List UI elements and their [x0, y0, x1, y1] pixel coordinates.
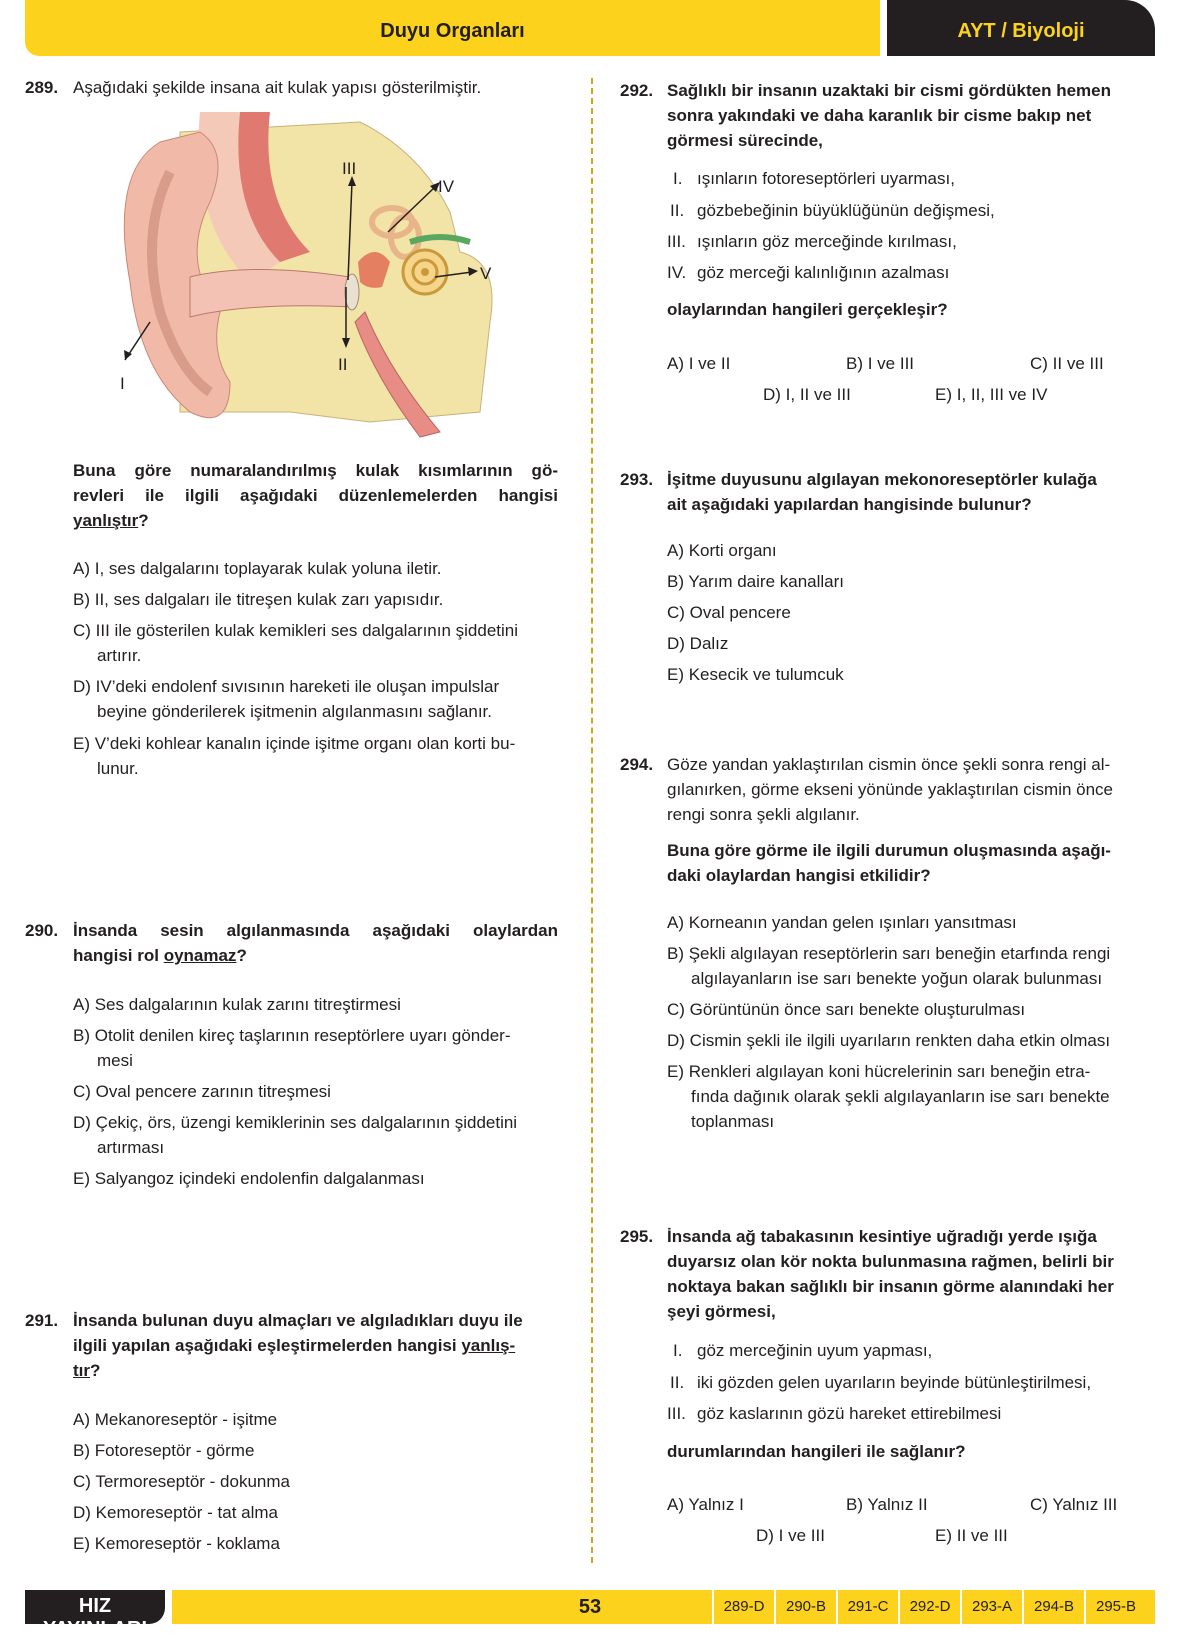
- q290-option-d[interactable]: D) Çekiç, örs, üzengi kemiklerinin ses dalgalarının şiddetini artırması: [73, 1113, 518, 1157]
- q294-stem-line2: daki olaylardan hangisi etkilidir?: [667, 866, 931, 885]
- q292-stem-line3: görmesi sürecinde,: [667, 131, 823, 150]
- q295-item-3-num: III.: [667, 1404, 686, 1423]
- question-number-289: 289.: [25, 78, 59, 97]
- answer-289: 289-D: [712, 1590, 774, 1624]
- answer-key: [712, 1590, 1146, 1624]
- q295-item-3-text: göz kaslarının gözü hareket ettirebilmesi: [697, 1404, 1002, 1423]
- question-number-291: 291.: [25, 1311, 59, 1330]
- q294-stem-line1: Buna göre görme ile ilgili durumun oluşmasında aşağı-: [667, 841, 1111, 860]
- q291-stem-line2: ilgili yapılan aşağıdaki eşleştirmelerden hangisi yanlış-: [73, 1336, 516, 1355]
- q291-option-c[interactable]: C) Termoreseptör - dokunma: [73, 1472, 290, 1491]
- q291-stem-line1: İnsanda bulunan duyu almaçları ve algıladıkları duyu ile: [73, 1311, 523, 1330]
- q292-question: olaylarından hangileri gerçekleşir?: [667, 300, 948, 319]
- q295-item-1-num: I.: [673, 1341, 683, 1360]
- q295-option-a[interactable]: A) Yalnız I: [667, 1495, 744, 1514]
- answer-291: 291-C: [836, 1590, 898, 1624]
- q292-item-2-num: II.: [670, 201, 685, 220]
- question-number-294: 294.: [620, 755, 654, 774]
- q295-option-d[interactable]: D) I ve III: [756, 1526, 825, 1545]
- label-III: III: [342, 159, 357, 178]
- q289-intro: Aşağıdaki şekilde insana ait kulak yapısı gösterilmiştir.: [73, 78, 482, 97]
- q294-option-b[interactable]: B) Şekli algılayan reseptörlerin sarı beneğin etarfında rengi algılayanların ise sarı benekte yoğun olarak bulunması: [667, 944, 1111, 988]
- q292-option-a[interactable]: A) I ve II: [667, 354, 731, 373]
- q294-intro-line3: rengi sonra şekli algılanır.: [667, 805, 860, 824]
- q292-item-3-num: III.: [667, 232, 686, 251]
- answer-295: 295-B: [1084, 1590, 1146, 1624]
- subject-title: AYT / Biyoloji: [957, 20, 1085, 42]
- q289-option-e[interactable]: E) V’deki kohlear kanalın içinde işitme organı olan korti bu- lunur.: [73, 734, 516, 778]
- q295-question: durumlarından hangileri ile sağlanır?: [667, 1442, 966, 1461]
- q293-stem-line1: İşitme duyusunu algılayan mekonoreseptörler kulağa: [667, 470, 1097, 489]
- q290-option-b[interactable]: B) Otolit denilen kireç taşlarının reseptörlere uyarı gönder- mesi: [73, 1026, 511, 1070]
- publisher-name: HIZ YAYINLARI: [42, 1595, 148, 1640]
- q292-stem-line1: Sağlıklı bir insanın uzaktaki bir cismi gördükten hemen: [667, 81, 1112, 100]
- q291-option-e[interactable]: E) Kemoreseptör - koklama: [73, 1534, 280, 1553]
- q293-stem-line2: ait aşağıdaki yapılardan hangisinde bulunur?: [667, 495, 1032, 514]
- q289-stem-line1: Buna göre numaralandırılmış kulak kısımlarının gö-: [73, 461, 558, 480]
- q290-option-e[interactable]: E) Salyangoz içindeki endolenfin dalgalanması: [73, 1169, 425, 1188]
- answer-294: 294-B: [1022, 1590, 1084, 1624]
- label-II: II: [338, 355, 348, 374]
- q293-option-d[interactable]: D) Dalız: [667, 634, 729, 653]
- q291-option-a[interactable]: A) Mekanoreseptör - işitme: [73, 1410, 278, 1429]
- label-IV: IV: [438, 177, 455, 196]
- question-number-290: 290.: [25, 921, 59, 940]
- q295-stem-line4: şeyi görmesi,: [667, 1302, 776, 1321]
- q295-option-e[interactable]: E) II ve III: [935, 1526, 1008, 1545]
- answer-292: 292-D: [898, 1590, 960, 1624]
- q292-item-4-text: göz merceği kalınlığının azalması: [697, 263, 950, 282]
- q292-item-1-num: I.: [673, 169, 683, 188]
- q290-option-a[interactable]: A) Ses dalgalarının kulak zarını titreştirmesi: [73, 995, 401, 1014]
- q294-option-c[interactable]: C) Görüntünün önce sarı benekte oluşturulması: [667, 1000, 1026, 1019]
- question-number-293: 293.: [620, 470, 654, 489]
- q295-item-2-text: iki gözden gelen uyarıların beyinde bütünleştirilmesi,: [697, 1373, 1092, 1392]
- answer-290: 290-B: [774, 1590, 836, 1624]
- q294-option-a[interactable]: A) Korneanın yandan gelen ışınları yansıtması: [667, 913, 1017, 932]
- q291-stem-line3: tır?: [73, 1361, 101, 1380]
- ear-anatomy-figure: [120, 112, 520, 442]
- label-V: V: [480, 264, 492, 283]
- q295-stem-line1: İnsanda ağ tabakasının kesintiye uğradığı yerde ışığa: [667, 1227, 1097, 1246]
- q294-option-e[interactable]: E) Renkleri algılayan koni hücrelerinin sarı beneğin etra- fında dağınık olarak şekli algılayanların ise sarı benekte toplanması: [667, 1062, 1110, 1131]
- label-I: I: [120, 374, 125, 393]
- q291-option-d[interactable]: D) Kemoreseptör - tat alma: [73, 1503, 279, 1522]
- q290-stem-line1: İnsanda sesin algılanmasında aşağıdaki olaylardan: [73, 921, 558, 940]
- chapter-title: Duyu Organları: [380, 20, 525, 42]
- q289-option-a[interactable]: A) I, ses dalgalarını toplayarak kulak yoluna iletir.: [73, 559, 442, 578]
- q295-stem-line3: noktaya bakan sağlıklı bir insanın görme alanındaki her: [667, 1277, 1114, 1296]
- q295-option-b[interactable]: B) Yalnız II: [846, 1495, 928, 1514]
- page-number: 53: [578, 1596, 602, 1618]
- q292-option-c[interactable]: C) II ve III: [1030, 354, 1104, 373]
- q292-option-b[interactable]: B) I ve III: [846, 354, 915, 373]
- question-number-295: 295.: [620, 1227, 654, 1246]
- q294-option-d[interactable]: D) Cismin şekli ile ilgili uyarıların renkten daha etkin olması: [667, 1031, 1111, 1050]
- q289-option-b[interactable]: B) II, ses dalgaları ile titreşen kulak zarı yapısıdır.: [73, 590, 444, 609]
- q289-stem-line2: revleri ile ilgili aşağıdaki düzenlemelerden hangisi: [73, 486, 558, 505]
- q289-option-d[interactable]: D) IV’deki endolenf sıvısının hareketi ile oluşan impulslar beyine gönderilerek işitmenin algılanmasını sağlanır.: [73, 677, 500, 721]
- q295-item-2-num: II.: [670, 1373, 685, 1392]
- q295-item-1-text: göz merceğinin uyum yapması,: [697, 1341, 933, 1360]
- q293-option-c[interactable]: C) Oval pencere: [667, 603, 791, 622]
- q294-intro-line2: gılanırken, görme ekseni yönünde yaklaştırılan cismin önce: [667, 780, 1114, 799]
- q292-option-e[interactable]: E) I, II, III ve IV: [935, 385, 1048, 404]
- q291-option-b[interactable]: B) Fotoreseptör - görme: [73, 1441, 255, 1460]
- q290-stem-line2: hangisi rol oynamaz?: [73, 946, 247, 965]
- q295-stem-line2: duyarsız olan kör nokta bulunmasına rağmen, belirli bir: [667, 1252, 1114, 1271]
- q293-option-a[interactable]: A) Korti organı: [667, 541, 777, 560]
- q292-item-2-text: gözbebeğinin büyüklüğünün değişmesi,: [697, 201, 995, 220]
- column-divider: [591, 78, 593, 1563]
- q295-option-c[interactable]: C) Yalnız III: [1030, 1495, 1118, 1514]
- q289-option-c[interactable]: C) III ile gösterilen kulak kemikleri ses dalgalarının şiddetini artırır.: [73, 621, 519, 665]
- q294-intro-line1: Göze yandan yaklaştırılan cismin önce şekli sonra rengi al-: [667, 755, 1111, 774]
- answer-293: 293-A: [960, 1590, 1022, 1624]
- q292-item-4-num: IV.: [667, 263, 687, 282]
- q292-item-1-text: ışınların fotoreseptörleri uyarması,: [697, 169, 955, 188]
- q290-option-c[interactable]: C) Oval pencere zarının titreşmesi: [73, 1082, 331, 1101]
- q289-stem-line3: yanlıştır?: [73, 511, 149, 530]
- q293-option-e[interactable]: E) Kesecik ve tulumcuk: [667, 665, 844, 684]
- q292-stem-line2: sonra yakındaki ve daha karanlık bir cisme bakıp net: [667, 106, 1092, 125]
- question-number-292: 292.: [620, 81, 654, 100]
- q292-item-3-text: ışınların göz merceğinde kırılması,: [697, 232, 957, 251]
- q293-option-b[interactable]: B) Yarım daire kanalları: [667, 572, 844, 591]
- q292-option-d[interactable]: D) I, II ve III: [763, 385, 851, 404]
